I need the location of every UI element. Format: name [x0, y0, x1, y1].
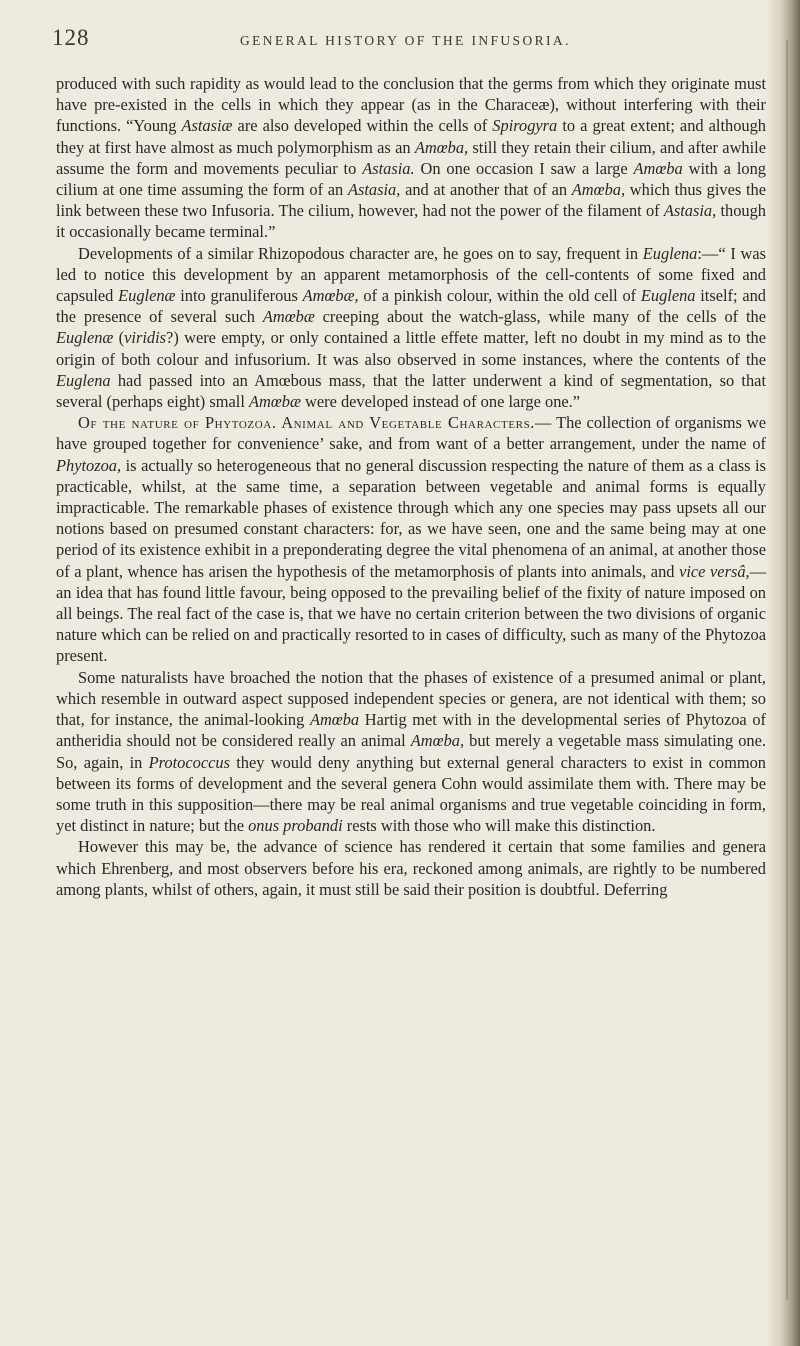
- text-run: but merely a vegetable mass simulating one. So, again, in: [56, 731, 767, 772]
- italic-text: Amœba: [633, 158, 683, 178]
- italic-text: Amœba,: [414, 137, 469, 157]
- italic-text: vice versâ,: [679, 561, 750, 581]
- italic-text: Amœba,: [410, 731, 465, 751]
- text-run: of a pinkish colour, within the old cell of: [358, 286, 641, 306]
- text-run: :—“ I was led to notice this development by an apparent metamorphosis of the cell-contents of some fixed and capsuled: [56, 243, 766, 306]
- text-run: are also developed within the cells of: [232, 116, 493, 136]
- text-run: However this may be, the advance of science has rendered it certain that some families and genera which Ehrenberg, and most observers before his era, reckoned among animals, are rightly to be numbered among plants, whilst of others, again, it must still be said their position is doubtful. Deferring: [56, 837, 766, 899]
- italic-text: Amœba: [309, 710, 360, 730]
- running-head: GENERAL HISTORY OF THE INFUSORIA.: [240, 33, 571, 48]
- italic-text: Amœbæ: [248, 392, 301, 412]
- section-paragraph: [56, 412, 766, 666]
- italic-text: Astasia.: [362, 158, 415, 178]
- page-header: [52, 25, 768, 55]
- body-text: [56, 73, 766, 900]
- text-run: with a long cilium at one time assuming the form of an: [56, 158, 766, 200]
- text-run: (: [113, 328, 125, 348]
- italic-text: Euglenæ: [56, 328, 114, 348]
- page-binding-edge: [766, 0, 800, 1346]
- text-run: which thus gives the link between these two Infusoria. The cilium, however, had not the power of the filament of: [56, 180, 766, 221]
- text-run: On one occasion I saw a large: [414, 158, 634, 178]
- text-run: were developed instead of one large one.”: [300, 392, 581, 412]
- text-run: to a great extent; and although they at first have almost as much polymorphism as an: [56, 116, 767, 157]
- text-run: —an idea that has found little favour, being opposed to the prevailing belief of the fixity of nature imposed on all beings. The real fact of the case is, that we have no certain criterion between the two divisions of organic nature which can be relied on and practically resorted to in cases of difficulty, such as many of the Phytozoa present.: [56, 561, 767, 666]
- italic-text: Astasia,: [663, 201, 717, 221]
- paragraph: [56, 243, 766, 413]
- text-run: ?) were empty, or only contained a little effete matter, left no doubt in my mind as to the origin of both colour and infusorium. It was also observed in some instances, where the contents of the: [56, 328, 766, 369]
- italic-text: Euglena: [56, 370, 111, 390]
- italic-text: Euglenæ: [118, 286, 176, 306]
- section-heading: Of the nature of Phytozoa. Animal and Vegetable Characters.: [78, 413, 535, 433]
- text-run: — The collection of organisms we have grouped together for convenience’ sake, and from want of a better arrangement, under the name of: [56, 413, 766, 454]
- italic-text: Protococcus: [148, 752, 230, 772]
- text-run: they would deny anything but external general characters to exist in common between its forms of development and the several genera Cohn would assimilate them with. There may be some truth in this supposition—there may be real animal organisms and true vegetable coinciding in form, yet distinct in nature; but the: [56, 752, 767, 836]
- italic-text: Amœbæ,: [302, 286, 359, 306]
- page-edge-shadow: [786, 40, 788, 1300]
- text-run: rests with those who will make this distinction.: [342, 816, 656, 836]
- text-run: still they retain their cilium, and after awhile assume the form and movements peculiar to: [56, 137, 766, 178]
- paragraph: [56, 73, 766, 243]
- page-number: 128: [52, 25, 90, 50]
- italic-text: Astasiæ: [181, 116, 233, 136]
- italic-text: viridis: [124, 328, 167, 348]
- text-run: Hartig met with in the developmental series of Phytozoa of antheridia should not be considered really an animal: [56, 710, 766, 751]
- text-run: produced with such rapidity as would lead to the conclusion that the germs from which they originate must have pre-existed in the cells in which they appear (as in the Characeæ), without interfering with their functions. “Young: [56, 74, 766, 136]
- text-run: had passed into an Amœbous mass, that the latter underwent a kind of segmentation, so that several (perhaps eight) small: [56, 370, 766, 412]
- italic-text: Phytozoa,: [56, 455, 122, 475]
- text-run: creeping about the watch-glass, while many of the cells of the: [314, 307, 766, 327]
- italic-text: Spirogyra: [492, 116, 558, 136]
- text-run: and at another that of an: [400, 180, 572, 200]
- italic-text: Amœba,: [571, 180, 626, 200]
- text-run: Developments of a similar Rhizopodous character are, he goes on to say, frequent in: [78, 243, 643, 263]
- text-run: Some naturalists have broached the notion that the phases of existence of a presumed animal or plant, which resemble in outward aspect supposed independent species or genera, are not identical with them; so that, for instance, the animal-looking: [56, 667, 766, 730]
- italic-text: Amœbæ: [262, 307, 315, 327]
- text-run: into granuliferous: [175, 286, 303, 306]
- italic-text: Euglena: [642, 243, 698, 263]
- paragraph: [56, 836, 766, 900]
- italic-text: Astasia,: [347, 180, 401, 200]
- text-run: though it occasionally became terminal.”: [56, 201, 766, 242]
- italic-text: Euglena: [640, 286, 696, 306]
- paragraph: [56, 667, 766, 837]
- text-run: itself; and the presence of several such: [56, 286, 766, 327]
- italic-text: onus probandi: [248, 816, 343, 836]
- text-run: is actually so heterogeneous that no general discussion respecting the nature of them as a class is practicable, whilst, at the same time, a separation between vegetable and animal forms is equally impracticable. The remarkable phases of existence through which any one species may pass upsets all our notions based on presumed constant characters: for, as we have seen, one and the same being may at one period of its existence exhibit in a preponderating degree the vital phenomena of an animal, at another those of a plant, whence has arisen the hypothesis of the metamorphosis of plants into animals, and: [56, 455, 766, 581]
